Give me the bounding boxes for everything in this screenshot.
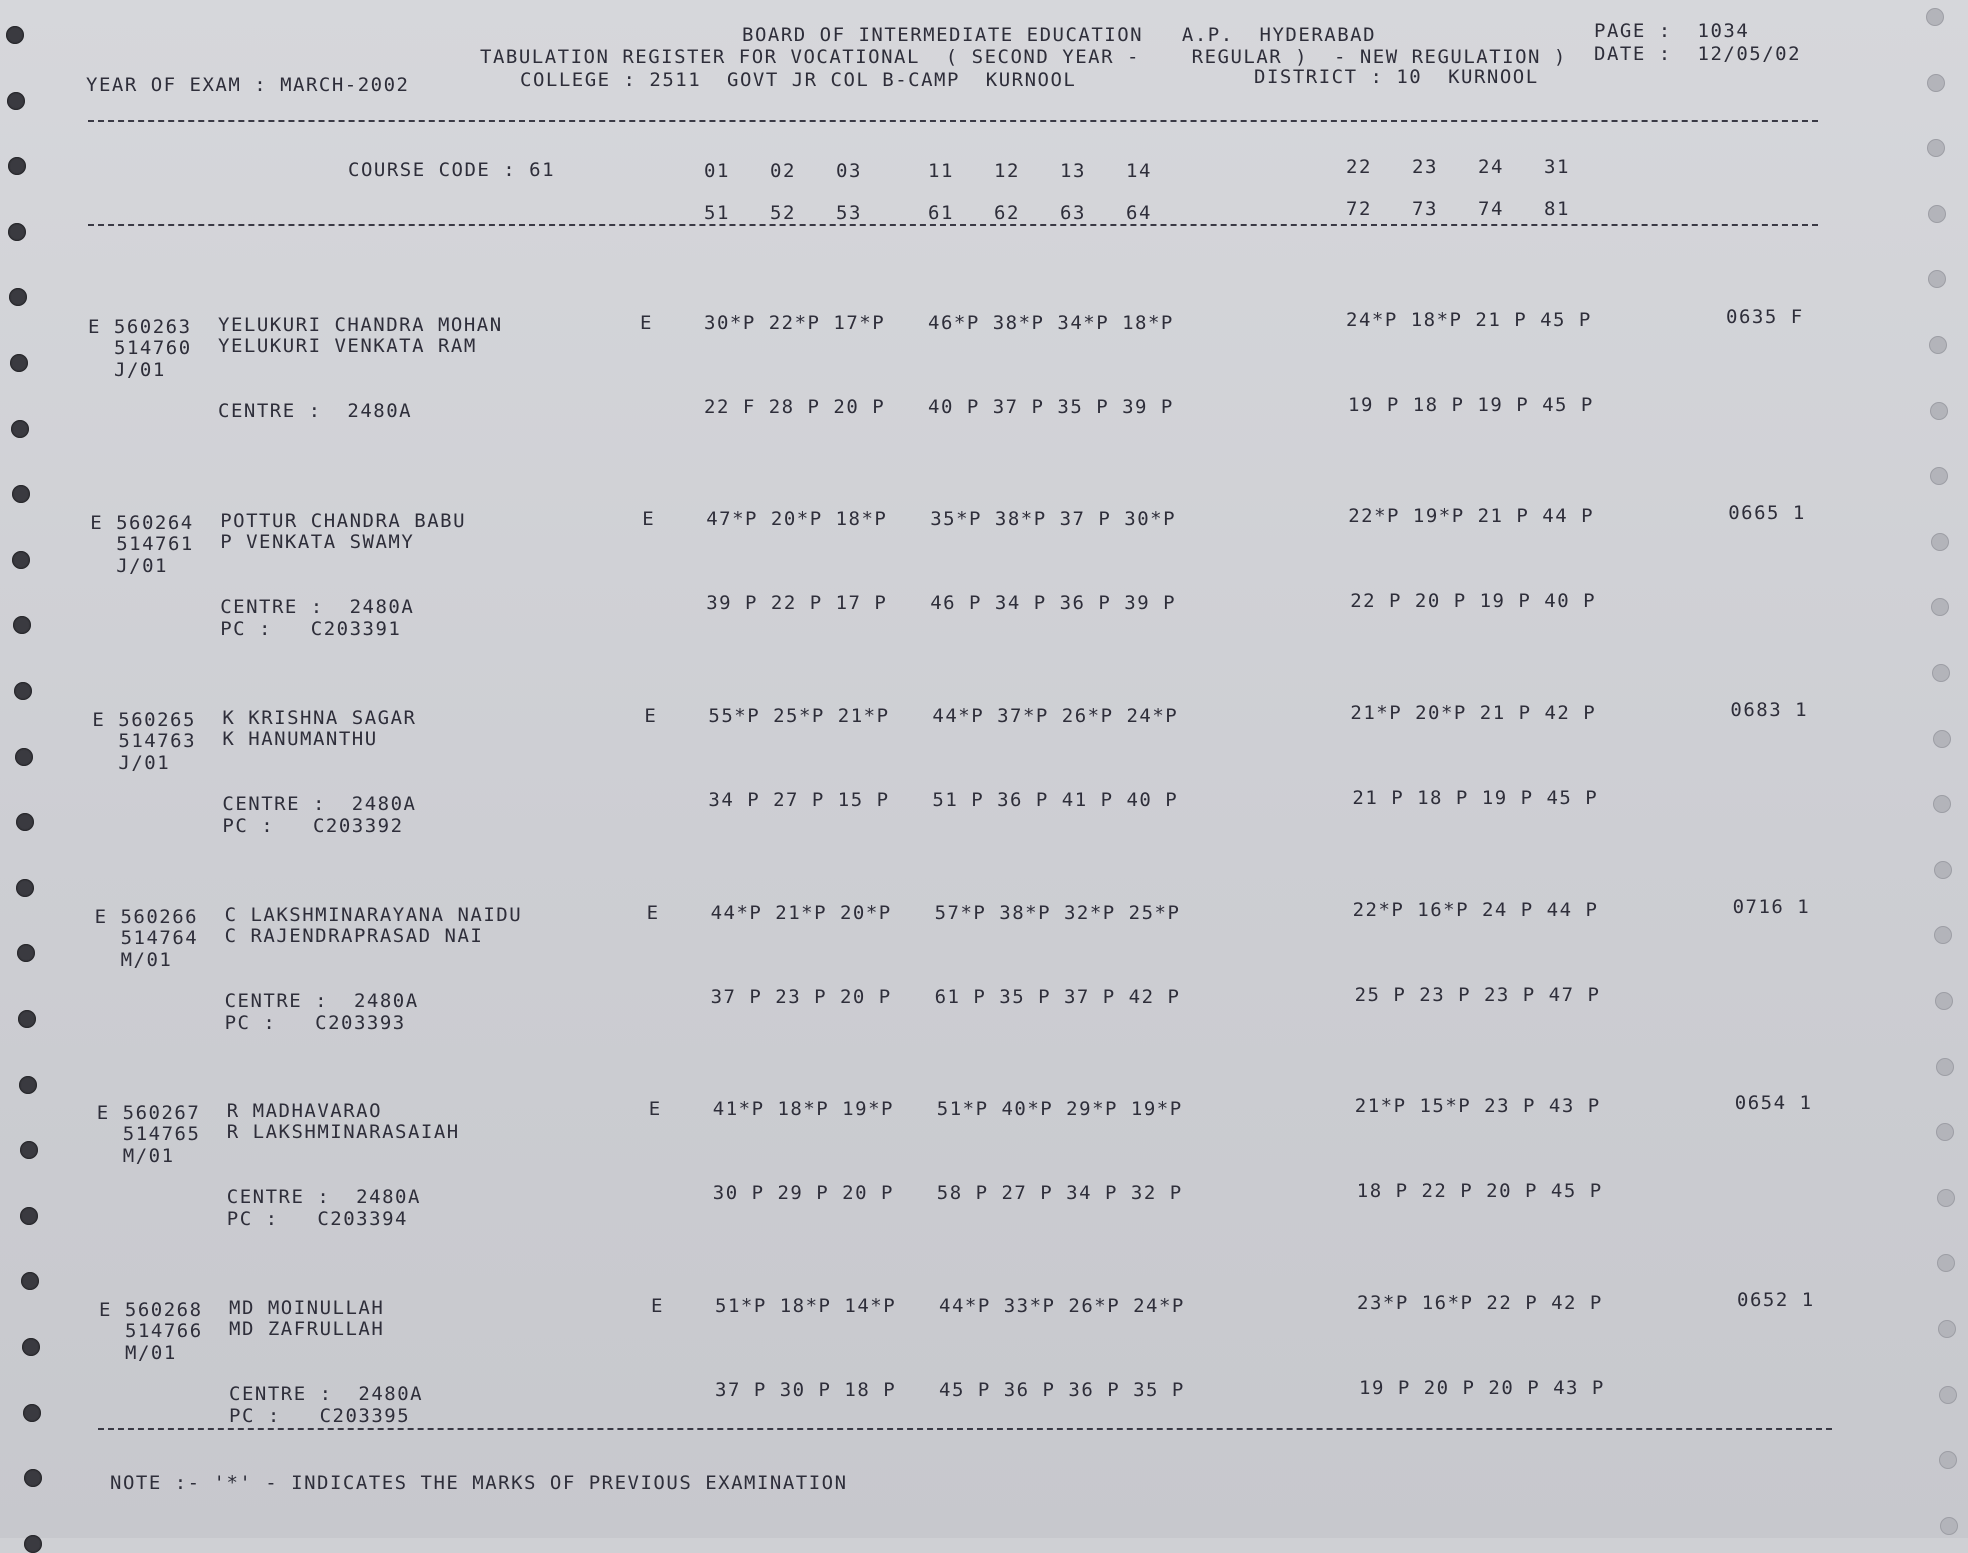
marks-row-2-part-2: 51 P 36 P 41 P 40 P — [932, 789, 1179, 811]
exam-centre: CENTRE : 2480A — [229, 1383, 424, 1405]
registration-number: 514763 — [118, 730, 197, 752]
marks-row-2-part-1: 22 F 28 P 20 P — [704, 396, 886, 418]
marks-row-2-part-2: 40 P 37 P 35 P 39 P — [928, 396, 1174, 418]
marks-row-1-part-3: 24*P 18*P 21 P 45 P — [1346, 309, 1592, 331]
feed-hole — [13, 616, 31, 634]
parent-name: K HANUMANTHU — [222, 728, 378, 750]
marks-row-1-part-2: 46*P 38*P 34*P 18*P — [928, 312, 1174, 334]
registration-number: 514766 — [125, 1320, 203, 1342]
group-code: J/01 — [116, 555, 168, 577]
pc-number: PC : C203391 — [220, 618, 402, 640]
subject-code: 02 — [770, 160, 796, 182]
student-name: POTTUR CHANDRA BABU — [220, 510, 467, 532]
marks-row-1-part-1: 44*P 21*P 20*P — [710, 902, 892, 924]
marks-row-1-part-1: 55*P 25*P 21*P — [708, 705, 890, 727]
subject-code: 11 — [928, 160, 954, 182]
medium-code: E — [644, 705, 658, 727]
subject-code: 73 — [1412, 198, 1438, 220]
student-name: K KRISHNA SAGAR — [222, 707, 417, 729]
feed-hole — [10, 354, 28, 372]
separator-bottom — [98, 1428, 1832, 1430]
marks-row-2-part-1: 37 P 30 P 18 P — [715, 1379, 897, 1401]
marks-row-1-part-1: 47*P 20*P 18*P — [706, 508, 888, 530]
feed-hole — [1930, 467, 1948, 485]
subject-code: 72 — [1346, 198, 1372, 220]
feed-hole — [21, 1272, 39, 1290]
student-name: MD MOINULLAH — [229, 1297, 385, 1319]
parent-name: R LAKSHMINARASAIAH — [226, 1121, 460, 1143]
feed-hole — [18, 1010, 36, 1028]
marks-row-1-part-1: 30*P 22*P 17*P — [704, 312, 886, 334]
marks-row-2-part-3: 19 P 18 P 19 P 45 P — [1348, 394, 1594, 416]
board-title: BOARD OF INTERMEDIATE EDUCATION A.P. HYDERABAD — [742, 24, 1377, 46]
subject-code: 52 — [770, 202, 796, 224]
feed-hole — [17, 944, 35, 962]
subject-code: 63 — [1060, 202, 1086, 224]
feed-hole — [1931, 598, 1949, 616]
marks-row-2-part-1: 39 P 22 P 17 P — [706, 592, 888, 614]
subject-code: 01 — [704, 160, 730, 182]
total-result: 0654 1 — [1734, 1092, 1813, 1114]
subject-code: 12 — [994, 160, 1020, 182]
registration-number: 514761 — [116, 533, 194, 555]
student-name: C LAKSHMINARAYANA NAIDU — [224, 904, 523, 926]
parent-name: C RAJENDRAPRASAD NAI — [224, 925, 484, 947]
marks-row-2-part-3: 19 P 20 P 20 P 43 P — [1359, 1377, 1605, 1399]
marks-row-2-part-3: 21 P 18 P 19 P 45 P — [1352, 787, 1599, 809]
feed-hole — [24, 1469, 42, 1487]
registration-number: 514764 — [120, 927, 199, 949]
subject-code: 31 — [1544, 156, 1570, 178]
separator-header — [88, 224, 1818, 226]
marks-row-2-part-2: 58 P 27 P 34 P 32 P — [936, 1182, 1183, 1204]
footnote: NOTE :- '*' - INDICATES THE MARKS OF PREVIOUS EXAMINATION — [110, 1472, 848, 1494]
parent-name: P VENKATA SWAMY — [220, 531, 415, 553]
feed-hole — [22, 1338, 40, 1356]
exam-centre: CENTRE : 2480A — [222, 793, 417, 815]
marks-row-2-part-1: 30 P 29 P 20 P — [712, 1182, 894, 1204]
feed-hole — [1934, 926, 1952, 944]
feed-hole — [1927, 74, 1945, 92]
marks-row-1-part-3: 23*P 16*P 22 P 42 P — [1357, 1292, 1603, 1314]
subject-code: 62 — [994, 202, 1020, 224]
feed-hole — [1940, 1517, 1958, 1535]
pc-number: PC : C203392 — [222, 815, 404, 837]
marks-row-1-part-2: 51*P 40*P 29*P 19*P — [936, 1098, 1183, 1120]
hall-ticket-number: E 560264 — [90, 512, 194, 534]
feed-hole — [12, 485, 30, 503]
marks-row-2-part-3: 22 P 20 P 19 P 40 P — [1350, 590, 1597, 612]
feed-hole — [1927, 139, 1945, 157]
group-code: M/01 — [120, 949, 173, 971]
pc-number: PC : C203395 — [229, 1405, 411, 1427]
feed-hole — [1934, 861, 1952, 879]
feed-hole — [1929, 336, 1947, 354]
subject-code: 14 — [1126, 160, 1152, 182]
feed-hole — [16, 879, 34, 897]
marks-row-1-part-2: 44*P 33*P 26*P 24*P — [939, 1295, 1185, 1317]
feed-hole — [1939, 1451, 1957, 1469]
feed-hole — [1932, 664, 1950, 682]
marks-row-1-part-3: 22*P 19*P 21 P 44 P — [1348, 505, 1595, 527]
marks-row-1-part-2: 57*P 38*P 32*P 25*P — [934, 902, 1181, 924]
feed-hole — [20, 1207, 38, 1225]
medium-code: E — [648, 1098, 662, 1120]
subject-code: 13 — [1060, 160, 1086, 182]
medium-code: E — [651, 1295, 664, 1317]
year-of-exam: YEAR OF EXAM : MARCH-2002 — [86, 74, 410, 96]
subject-code: 81 — [1544, 198, 1570, 220]
feed-hole — [19, 1076, 37, 1094]
marks-row-2-part-3: 18 P 22 P 20 P 45 P — [1356, 1180, 1603, 1202]
feed-hole — [1937, 1254, 1955, 1272]
parent-name: MD ZAFRULLAH — [229, 1318, 385, 1340]
total-result: 0652 1 — [1737, 1289, 1815, 1311]
exam-centre: CENTRE : 2480A — [226, 1186, 421, 1208]
registration-number: 514765 — [122, 1123, 201, 1145]
marks-row-1-part-3: 21*P 20*P 21 P 42 P — [1350, 702, 1597, 724]
feed-hole — [15, 748, 33, 766]
exam-centre: CENTRE : 2480A — [224, 990, 419, 1012]
subject-code: 74 — [1478, 198, 1504, 220]
subject-code: 22 — [1346, 156, 1372, 178]
student-name: YELUKURI CHANDRA MOHAN — [218, 314, 503, 336]
total-result: 0635 F — [1726, 306, 1804, 328]
subject-code: 61 — [928, 202, 954, 224]
feed-hole — [11, 420, 29, 438]
student-name: R MADHAVARAO — [226, 1100, 383, 1122]
marks-row-1-part-2: 35*P 38*P 37 P 30*P — [930, 508, 1177, 530]
print-date: DATE : 12/05/02 — [1594, 43, 1802, 65]
feed-hole — [12, 551, 30, 569]
separator-top — [88, 120, 1818, 122]
marks-row-2-part-1: 37 P 23 P 20 P — [710, 986, 892, 1008]
feed-hole — [1933, 795, 1951, 813]
feed-hole — [14, 682, 32, 700]
feed-hole — [23, 1404, 41, 1422]
feed-hole — [1928, 270, 1946, 288]
subject-code: 23 — [1412, 156, 1438, 178]
feed-hole — [1935, 992, 1953, 1010]
subject-code: 53 — [836, 202, 862, 224]
hall-ticket-number: E 560265 — [92, 709, 196, 731]
subject-code: 64 — [1126, 202, 1152, 224]
group-code: M/01 — [125, 1342, 177, 1364]
feed-hole — [1939, 1386, 1957, 1404]
register-title: TABULATION REGISTER FOR VOCATIONAL ( SECOND YEAR - REGULAR ) - NEW REGULATION ) — [480, 46, 1567, 68]
pc-number: PC : C203393 — [224, 1012, 406, 1034]
subject-code: 03 — [836, 160, 862, 182]
medium-code: E — [640, 312, 653, 334]
pc-number: PC : C203394 — [226, 1208, 408, 1230]
exam-centre: CENTRE : 2480A — [218, 400, 413, 422]
parent-name: YELUKURI VENKATA RAM — [218, 335, 477, 357]
feed-hole — [1930, 402, 1948, 420]
hall-ticket-number: E 560263 — [88, 316, 192, 338]
total-result: 0683 1 — [1730, 699, 1809, 721]
feed-hole — [1937, 1189, 1955, 1207]
feed-hole — [8, 157, 26, 175]
marks-row-2-part-2: 45 P 36 P 36 P 35 P — [939, 1379, 1185, 1401]
marks-row-1-part-2: 44*P 37*P 26*P 24*P — [932, 705, 1179, 727]
marks-row-2-part-1: 34 P 27 P 15 P — [708, 789, 890, 811]
feed-hole — [9, 288, 27, 306]
feed-hole — [1936, 1058, 1954, 1076]
marks-row-1-part-3: 21*P 15*P 23 P 43 P — [1354, 1095, 1601, 1117]
medium-code: E — [646, 902, 660, 924]
feed-hole — [6, 26, 24, 44]
registration-number: 514760 — [114, 337, 192, 359]
district-info: DISTRICT : 10 KURNOOL — [1254, 66, 1539, 88]
exam-centre: CENTRE : 2480A — [220, 596, 415, 618]
medium-code: E — [642, 508, 656, 530]
feed-hole — [8, 223, 26, 241]
marks-row-1-part-1: 41*P 18*P 19*P — [712, 1098, 894, 1120]
marks-row-2-part-2: 46 P 34 P 36 P 39 P — [930, 592, 1177, 614]
feed-hole — [1938, 1320, 1956, 1338]
course-code: COURSE CODE : 61 — [348, 159, 556, 181]
feed-hole — [20, 1141, 38, 1159]
hall-ticket-number: E 560266 — [94, 906, 199, 928]
feed-hole — [1926, 8, 1944, 26]
page-number: PAGE : 1034 — [1594, 20, 1750, 42]
hall-ticket-number: E 560268 — [99, 1299, 203, 1321]
feed-hole — [16, 813, 34, 831]
marks-row-1-part-1: 51*P 18*P 14*P — [715, 1295, 897, 1317]
feed-hole — [1931, 533, 1949, 551]
marks-row-1-part-3: 22*P 16*P 24 P 44 P — [1352, 899, 1599, 921]
feed-hole — [24, 1535, 42, 1553]
group-code: J/01 — [118, 752, 171, 774]
subject-code: 24 — [1478, 156, 1504, 178]
marks-row-2-part-2: 61 P 35 P 37 P 42 P — [934, 986, 1181, 1008]
marks-row-2-part-3: 25 P 23 P 23 P 47 P — [1354, 984, 1601, 1006]
feed-hole — [1933, 730, 1951, 748]
feed-hole — [1936, 1123, 1954, 1141]
feed-hole — [1928, 205, 1946, 223]
group-code: J/01 — [114, 359, 166, 381]
hall-ticket-number: E 560267 — [96, 1102, 201, 1124]
subject-code: 51 — [704, 202, 730, 224]
group-code: M/01 — [122, 1145, 175, 1167]
college-info: COLLEGE : 2511 GOVT JR COL B-CAMP KURNOOL — [520, 69, 1077, 91]
feed-hole — [7, 92, 25, 110]
total-result: 0716 1 — [1732, 896, 1811, 918]
total-result: 0665 1 — [1728, 502, 1806, 524]
